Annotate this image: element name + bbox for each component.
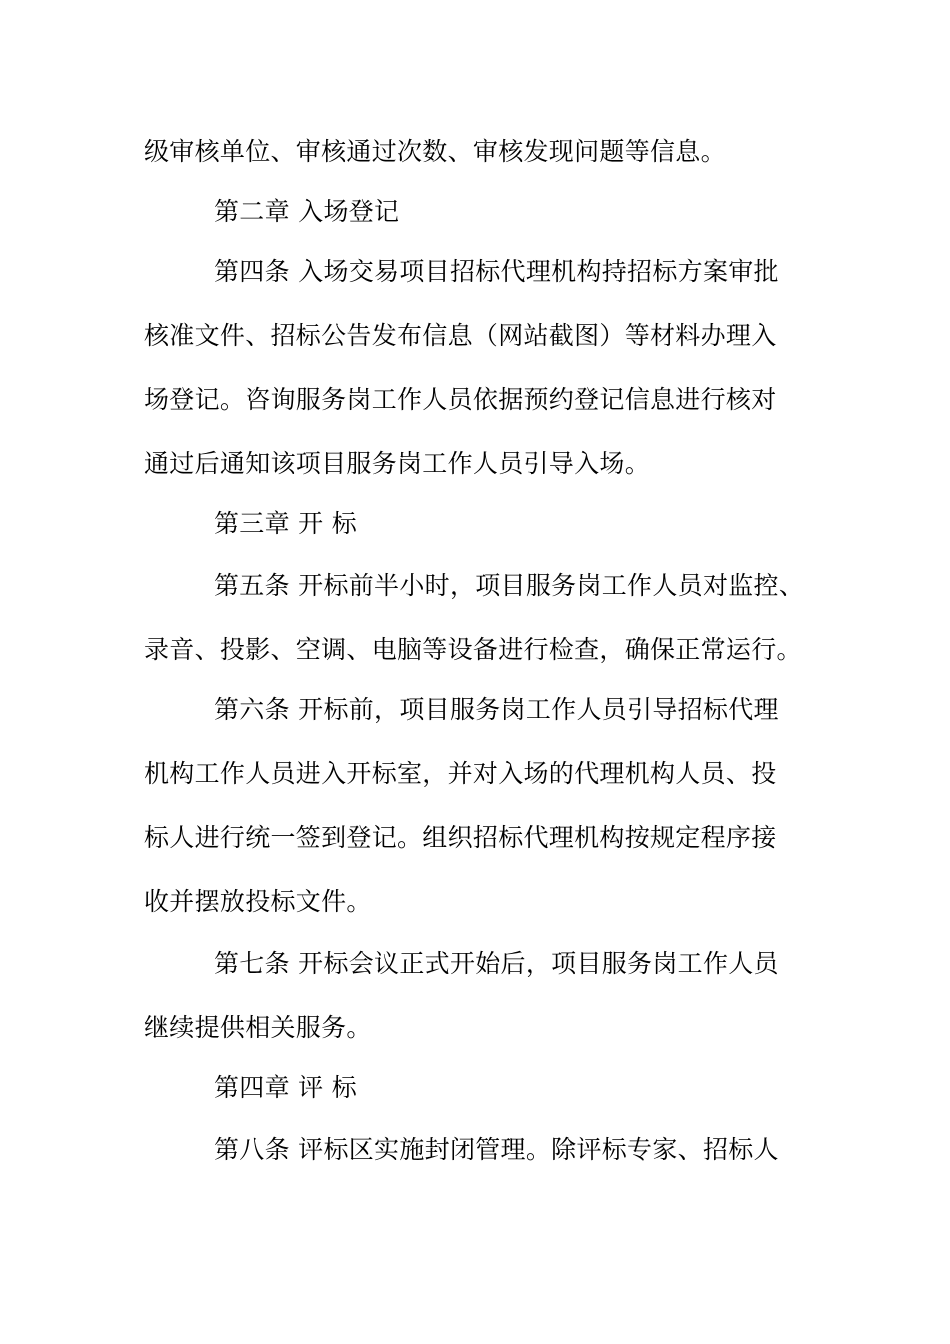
chapter-heading: 第二章 入场登记	[214, 197, 400, 226]
paragraph-line: 机构工作人员进入开标室，并对入场的代理机构人员、投	[144, 759, 777, 788]
article-line: 第七条 开标会议正式开始后，项目服务岗工作人员	[214, 949, 779, 978]
paragraph-line: 收并摆放投标文件。	[144, 887, 372, 916]
article-line: 第六条 开标前，项目服务岗工作人员引导招标代理	[214, 695, 779, 724]
paragraph-line: 继续提供相关服务。	[144, 1013, 372, 1042]
article-line: 第五条 开标前半小时，项目服务岗工作人员对监控、	[214, 571, 805, 600]
paragraph-line: 核准文件、招标公告发布信息（网站截图）等材料办理入	[144, 321, 777, 350]
paragraph-line: 录音、投影、空调、电脑等设备进行检查，确保正常运行。	[144, 635, 802, 664]
paragraph-line: 标人进行统一签到登记。组织招标代理机构按规定程序接	[144, 823, 777, 852]
paragraph-line: 场登记。咨询服务岗工作人员依据预约登记信息进行核对	[144, 385, 777, 414]
paragraph-line: 通过后通知该项目服务岗工作人员引导入场。	[144, 449, 651, 478]
article-line: 第四条 入场交易项目招标代理机构持招标方案审批	[214, 257, 779, 286]
paragraph-line: 级审核单位、审核通过次数、审核发现问题等信息。	[144, 137, 726, 166]
chapter-heading: 第三章 开 标	[214, 509, 357, 538]
chapter-heading: 第四章 评 标	[214, 1073, 357, 1102]
article-line: 第八条 评标区实施封闭管理。除评标专家、招标人	[214, 1135, 779, 1164]
